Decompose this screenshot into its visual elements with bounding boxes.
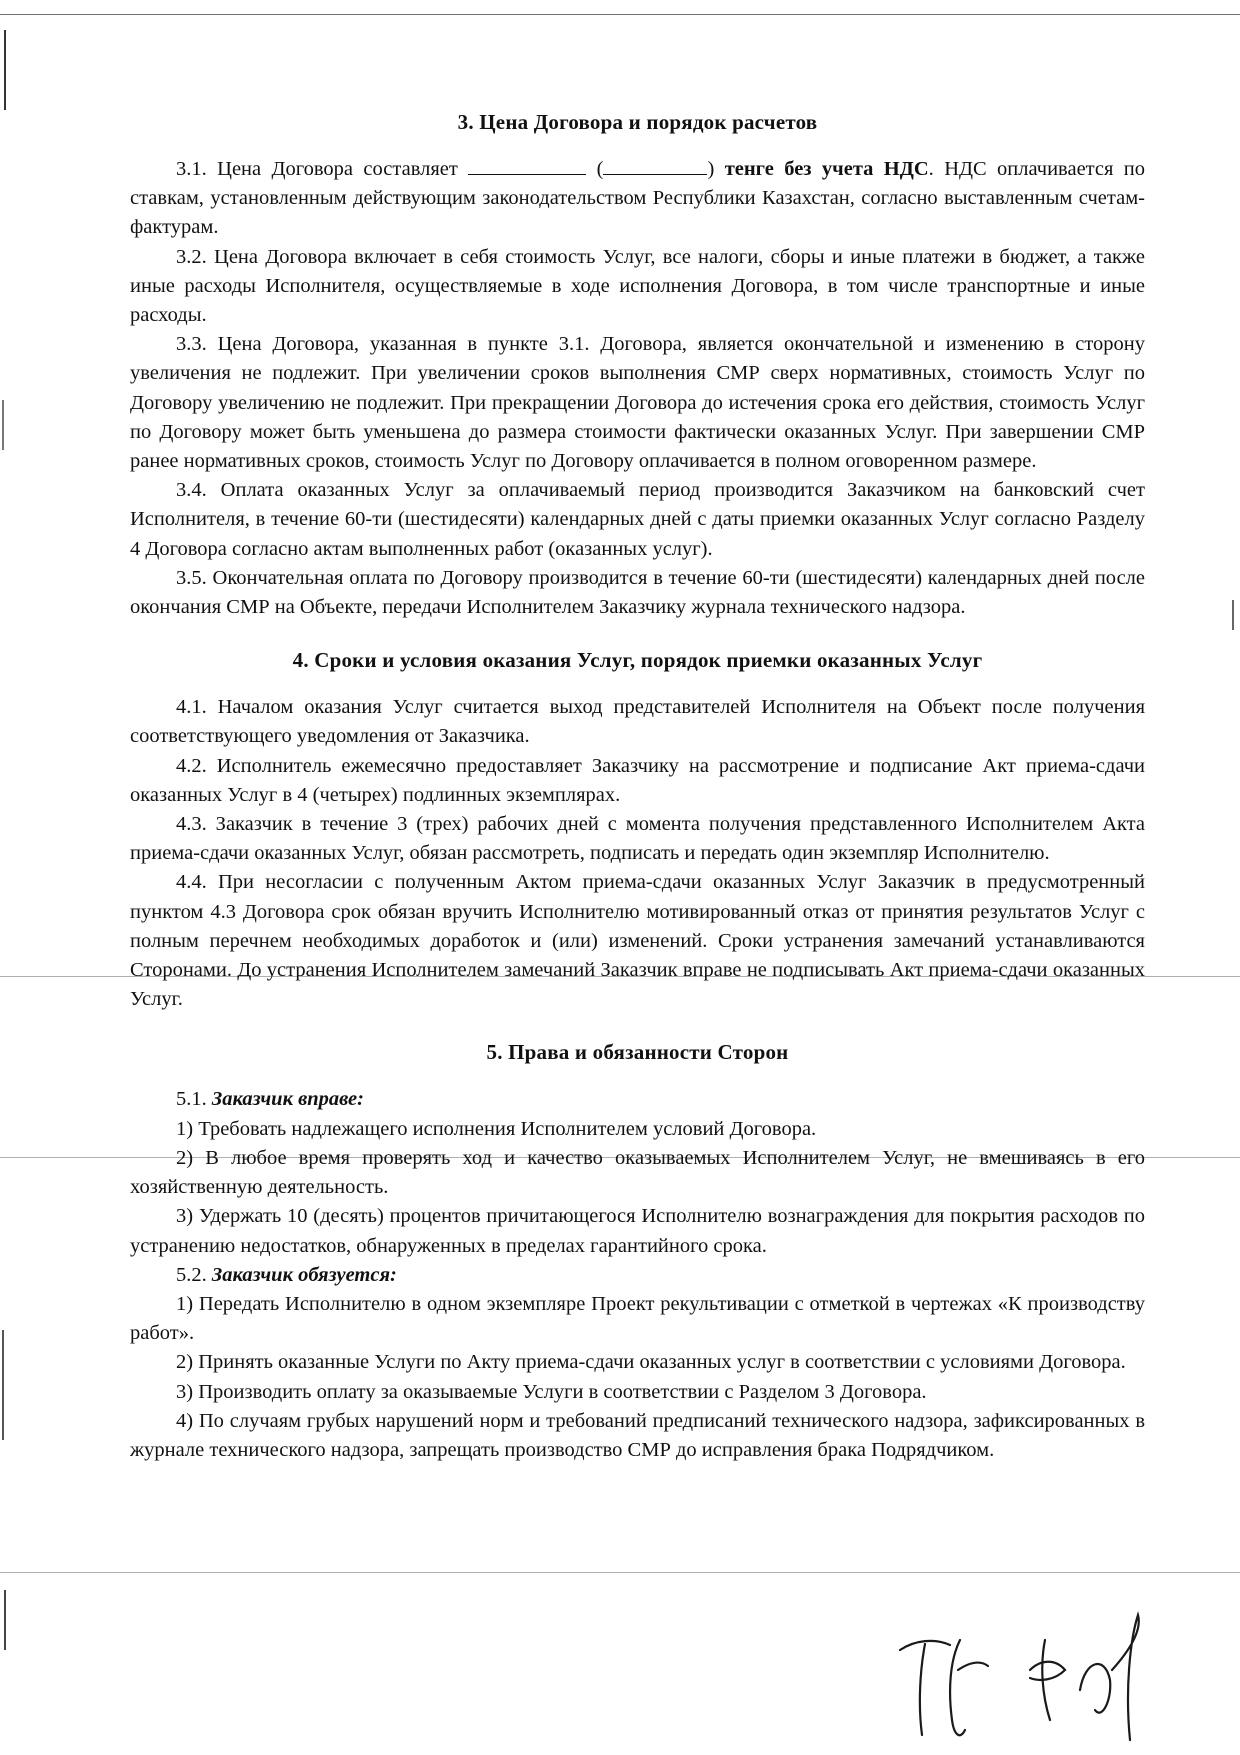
price-blank-field [468, 158, 586, 175]
section-5-title: 5. Права и обязанности Сторон [486, 1040, 789, 1065]
clause-5-2-item-1: 1) Передать Исполнителю в одном экземпляре Проект рекультивации с отметкой в чертежах «К производству работ». [130, 1292, 1145, 1345]
clause-3-1-bold: тенге без учета НДС [724, 158, 929, 180]
clause-5-1-heading-text: Заказчик вправе: [211, 1088, 364, 1111]
scan-left-mark [2, 400, 4, 450]
scan-left-mark-2 [2, 1330, 4, 1440]
clause-3-1-open: ( [596, 158, 604, 180]
scan-top-line [0, 14, 1240, 15]
clause-5-2-heading-text: Заказчик обязуется: [211, 1263, 397, 1286]
clause-3-5: 3.5. Окончательная оплата по Договору производится в течение 60-ти (шестидесяти) календарных дней после окончания СМР на Объекте, передачи Исполнителем Заказчику журнала технического надзора. [130, 566, 1145, 619]
clause-3-1-text-a: 3.1. Цена Договора составляет [176, 158, 458, 180]
section-3-title: 3. Цена Договора и порядок расчетов [457, 110, 818, 134]
clause-5-2-item-2: 2) Принять оказанные Услуги по Акту приема-сдачи оказанных услуг в соответствии с условиями Договора. [176, 1351, 1126, 1374]
clause-3-1-close: ) [707, 158, 715, 180]
clause-3-1-text-b: . НДС оплачивается по ставкам, установленным действующим законодательством Республики Казахстан, согласно выставленным счетам-фактурам. [130, 158, 1146, 239]
clause-4-4: 4.4. При несогласии с полученным Актом приема-сдачи оказанных Услуг Заказчик в предусмотренный пунктом 4.3 Договора срок обязан вручить Исполнителю мотивированный отказ от принятия результатов Услуг с полным перечнем необходимых доработок и (или) изменений. Сроки устранения замечаний устанавливаются Сторонами. До устранения Исполнителем замечаний Заказчик вправе не подписывать Акт приема-сдачи оказанных Услуг. [130, 871, 1145, 1011]
clause-5-1-item-2: 2) В любое время проверять ход и качество оказываемых Исполнителем Услуг, не вмешиваясь в его хозяйственную деятельность. [130, 1146, 1145, 1199]
clause-3-1 [130, 155, 1145, 243]
scan-left-edge [4, 30, 6, 110]
clause-5-1-item-3: 3) Удержать 10 (десять) процентов причитающегося Исполнителю вознаграждения для покрытия расходов по устранению недостатков, обнаруженных в пределах гарантийного срока. [130, 1205, 1145, 1257]
scan-right-mark [1232, 600, 1234, 630]
clause-5-1-item-1: 1) Требовать надлежащего исполнения Исполнителем условий Договора. [176, 1117, 817, 1140]
clause-5-1-heading [130, 1085, 1145, 1114]
clause-4-3: 4.3. Заказчик в течение 3 (трех) рабочих дней с момента получения представленного Исполнителем Акта приема-сдачи оказанных Услуг, обязан рассмотреть, подписать и передать один экземпляр Исполнителю. [130, 813, 1145, 865]
clause-3-2: 3.2. Цена Договора включает в себя стоимость Услуг, все налоги, сборы и иные платежи в бюджет, а также иные расходы Исполнителя, осуществляемые в ходе исполнения Договора, в том числе транспортные и иные расходы. [130, 245, 1145, 327]
document-page [130, 110, 1145, 1465]
clause-5-1-number: 5.1. [176, 1088, 212, 1111]
clause-4-1: 4.1. Началом оказания Услуг считается выход представителей Исполнителя на Объект после получения соответствующего уведомления от Заказчика. [130, 696, 1145, 748]
handwritten-signature [880, 1610, 1180, 1750]
clause-3-3: 3.3. Цена Договора, указанная в пункте 3.1. Договора, является окончательной и изменению в сторону увеличения не подлежит. При увеличении сроков выполнения СМР сверх нормативных, стоимость Услуг по Договору увеличению не подлежит. При прекращении Договора до истечения срока его действия, стоимость Услуг по Договору может быть уменьшена до размера стоимости фактически оказанных Услуг. При завершении СМР ранее нормативных сроков, стоимость Услуг по Договору оплачивается в полном оговоренном размере. [130, 333, 1145, 473]
clause-3-4: 3.4. Оплата оказанных Услуг за оплачиваемый период производится Заказчиком на банковский счет Исполнителя, в течение 60-ти (шестидесяти) календарных дней с даты приемки оказанных Услуг согласно Разделу 4 Договора согласно актам выполненных работ (оказанных услуг). [130, 479, 1145, 560]
section-4-title: 4. Сроки и условия оказания Услуг, порядок приемки оказанных Услуг [292, 648, 983, 673]
clause-5-2-heading [130, 1261, 1145, 1290]
scan-left-mark-3 [4, 1590, 6, 1650]
clause-5-2-item-3: 3) Производить оплату за оказываемые Услуги в соответствии с Разделом 3 Договора. [176, 1380, 927, 1403]
clause-4-2: 4.2. Исполнитель ежемесячно предоставляет Заказчику на рассмотрение и подписание Акт приема-сдачи оказанных Услуг в 4 (четырех) подлинных экземплярах. [130, 754, 1145, 806]
scan-fold-line-3 [0, 1572, 1240, 1573]
price-words-blank-field [603, 158, 707, 175]
clause-5-2-number: 5.2. [176, 1263, 212, 1286]
clause-5-2-item-4: 4) По случаям грубых нарушений норм и требований предписаний технического надзора, зафиксированных в журнале технического надзора, запрещать производство СМР до исправления брака Подрядчиком. [130, 1409, 1145, 1461]
